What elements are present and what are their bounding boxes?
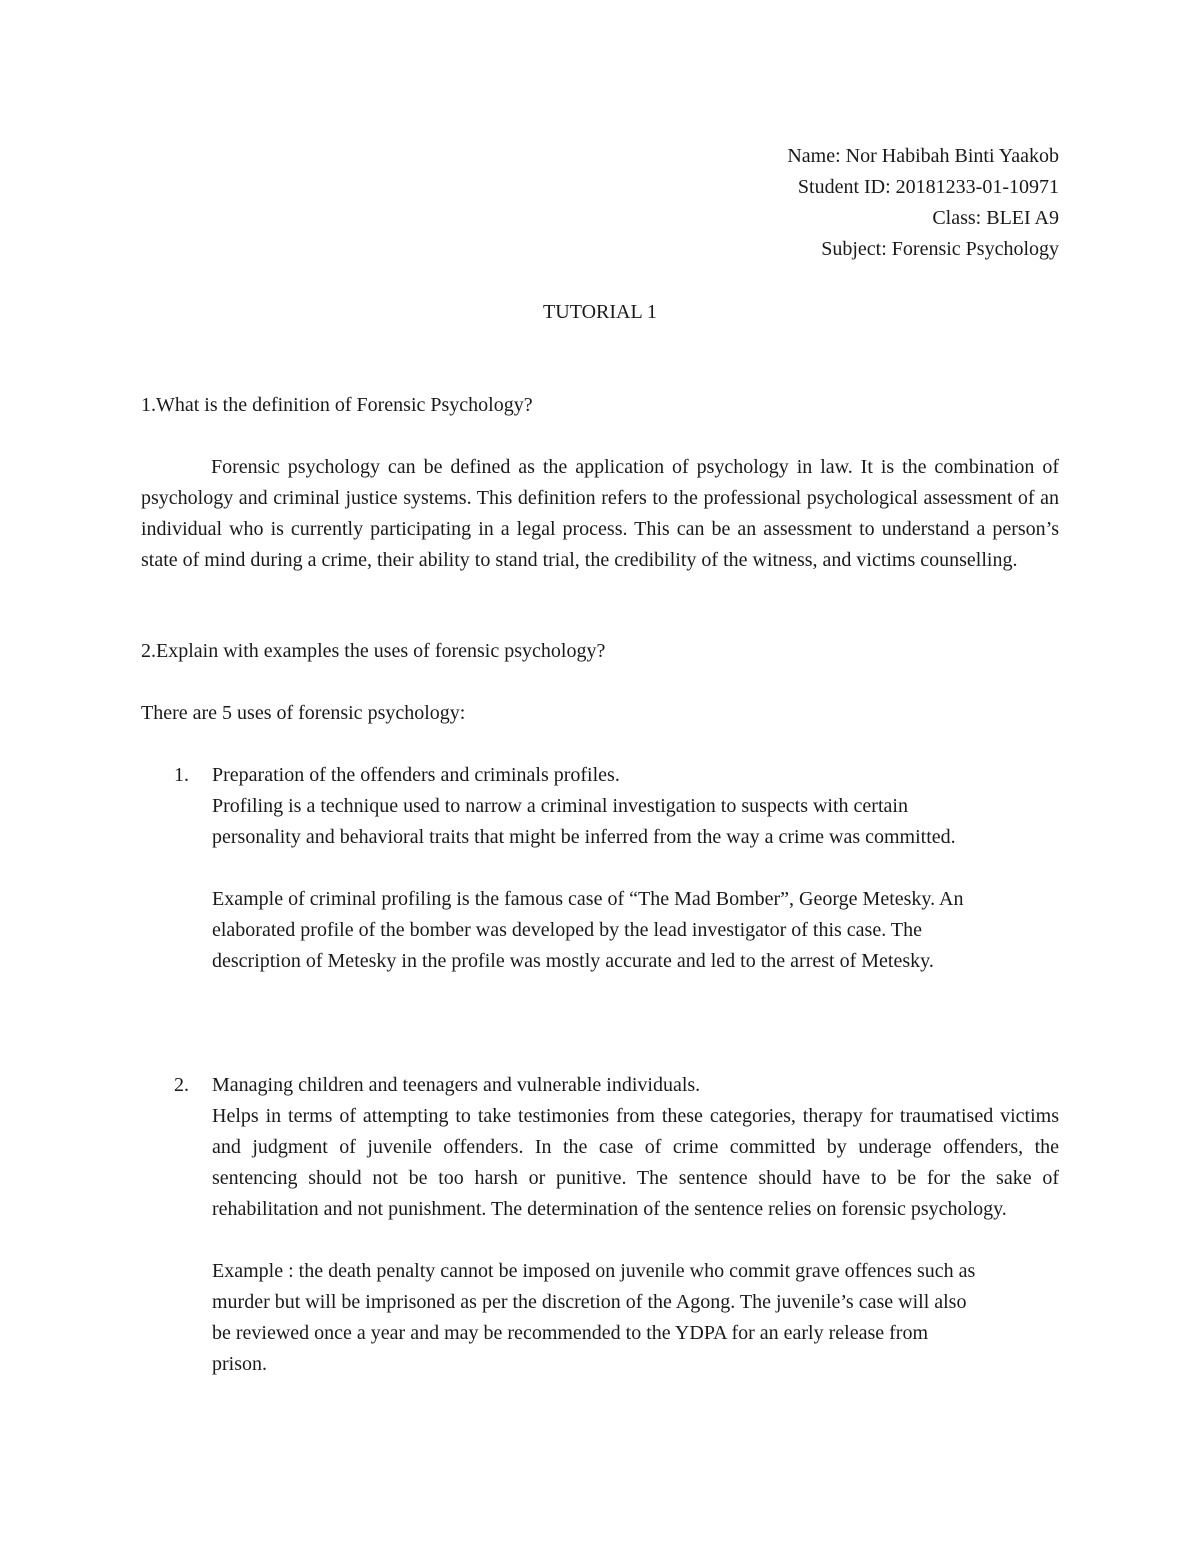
list-item-1 <box>141 760 981 977</box>
list-item-description: Helps in terms of attempting to take testimonies from these categories, therapy for traumatised victims and judgment of juvenile offenders. In the case of crime committed by underage offenders, the sentencing should not be too harsh or punitive. The sentence should have to be for the sake of rehabilitation and not punishment. The determination of the sentence relies on forensic psychology. <box>212 1105 1059 1220</box>
student-name: Name: Nor Habibah Binti Yaakob <box>787 145 1059 167</box>
question-1: 1.What is the definition of Forensic Psychology? <box>141 394 533 416</box>
list-item-example: Example of criminal profiling is the famous case of “The Mad Bomber”, George Metesky. An elaborated profile of the bomber was developed by the lead investigator of this case. The description of Metesky in the profile was mostly accurate and led to the arrest of Metesky. <box>212 888 964 972</box>
question-2: 2.Explain with examples the uses of forensic psychology? <box>141 640 606 662</box>
list-item-heading: Managing children and teenagers and vulnerable individuals. <box>212 1074 701 1096</box>
document-title: TUTORIAL 1 <box>543 301 657 323</box>
student-info-header <box>787 141 1059 265</box>
uses-intro: There are 5 uses of forensic psychology: <box>141 702 466 724</box>
list-number: 1. <box>174 764 189 786</box>
list-item-2 <box>141 1070 1059 1380</box>
list-number: 2. <box>174 1074 189 1096</box>
list-item-example: Example : the death penalty cannot be imposed on juvenile who commit grave offences such as murder but will be imprisoned as per the discretion of the Agong. The juvenile’s case will also be reviewed once a year and may be recommended to the YDPA for an early release from prison. <box>212 1260 976 1375</box>
list-item-heading: Preparation of the offenders and criminals profiles. <box>212 764 620 786</box>
student-class: Class: BLEI A9 <box>932 207 1059 229</box>
subject: Subject: Forensic Psychology <box>821 238 1059 260</box>
answer-1-paragraph: Forensic psychology can be defined as the application of psychology in law. It is the combination of psychology and criminal justice systems. This definition refers to the professional psychological assessment of an individual who is currently participating in a legal process. This can be an assessment to understand a person’s state of mind during a crime, their ability to stand trial, the credibility of the witness, and victims counselling. <box>141 456 1059 571</box>
student-id: Student ID: 20181233-01-10971 <box>797 176 1059 198</box>
list-item-body <box>212 1070 1059 1380</box>
list-item-body <box>212 760 981 977</box>
list-item-description: Profiling is a technique used to narrow a criminal investigation to suspects with certain personality and behavioral traits that might be inferred from the way a crime was committed. <box>212 795 956 848</box>
